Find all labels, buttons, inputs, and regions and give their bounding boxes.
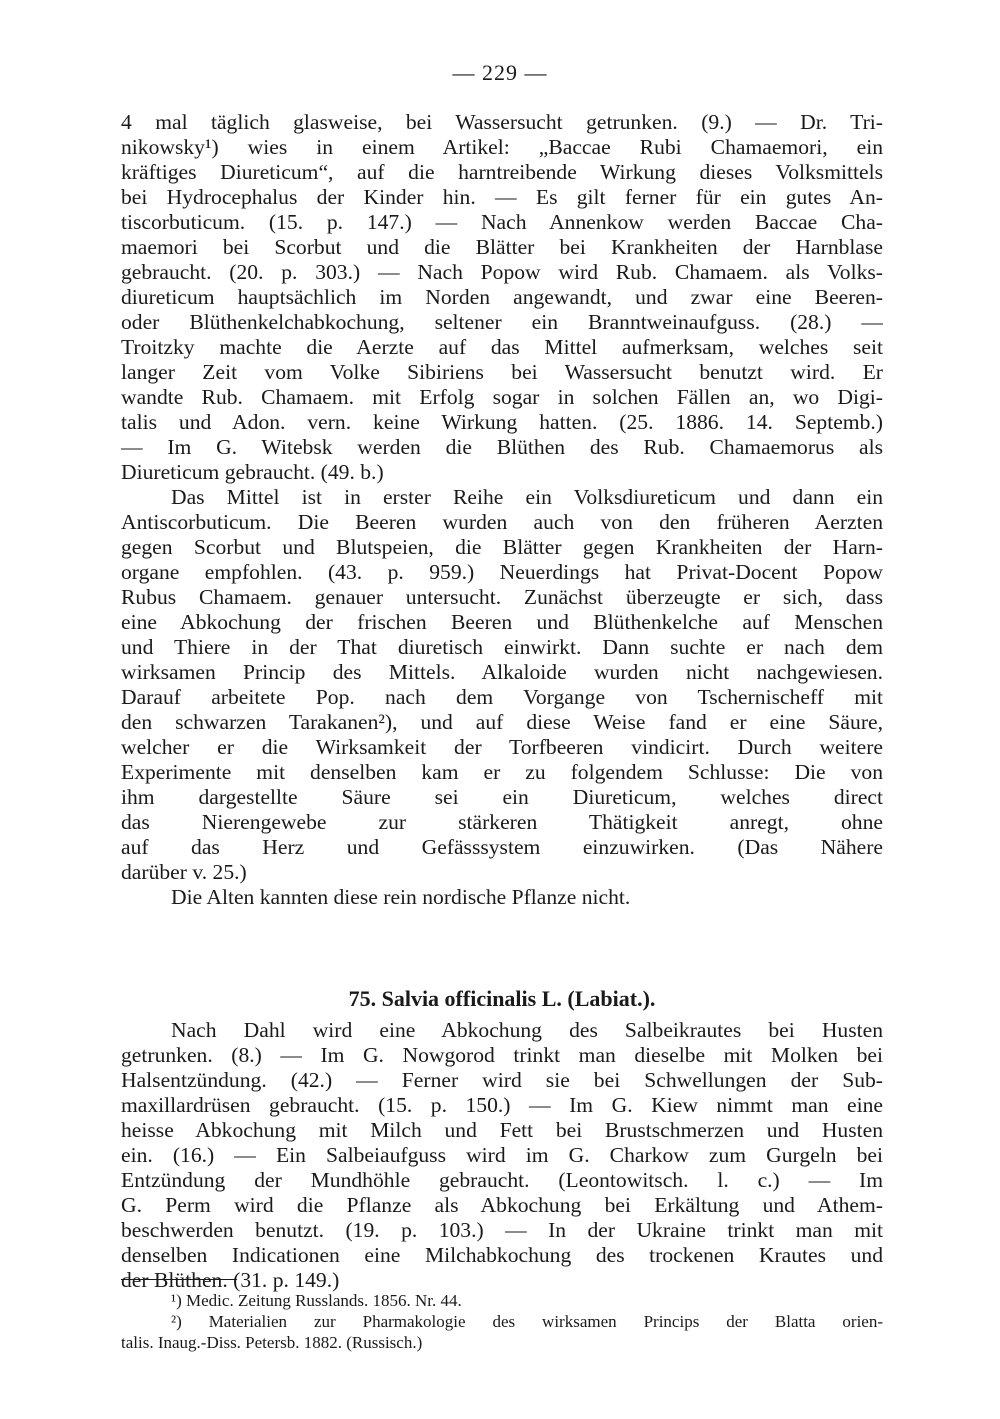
- section-rubus-chamaemorus: [121, 110, 883, 910]
- text-line: wirksamen Princip des Mittels. Alkaloide wurden nicht nachgewiesen.: [121, 660, 883, 684]
- text-line: Diureticum gebraucht. (49. b.): [121, 460, 384, 484]
- text-line: den schwarzen Tarakanen²), und auf diese Weise fand er eine Säure,: [121, 710, 883, 734]
- text-line: Entzündung der Mundhöhle gebraucht. (Leontowitsch. l. c.) — Im: [121, 1168, 883, 1192]
- text-line: heisse Abkochung mit Milch und Fett bei Brustschmerzen und Husten: [121, 1118, 883, 1142]
- text-line: diureticum hauptsächlich im Norden angewandt, und zwar eine Beeren-: [121, 285, 883, 309]
- text-line: welcher er die Wirksamkeit der Torfbeeren vindicirt. Durch weitere: [121, 735, 883, 759]
- footnote-line: talis. Inaug.-Diss. Petersb. 1882. (Russisch.): [121, 1333, 423, 1352]
- page-body: [121, 110, 883, 1293]
- footnote-line: ²) Materialien zur Pharmakologie des wirksamen Princips der Blatta orien-: [171, 1312, 883, 1331]
- text-line: langer Zeit vom Volke Sibiriens bei Wassersucht benutzt wird. Er: [121, 360, 883, 384]
- text-line: eine Abkochung der frischen Beeren und Blüthenkelche auf Menschen: [121, 610, 883, 634]
- text-line: ein. (16.) — Ein Salbeiaufguss wird im G. Charkow zum Gurgeln bei: [121, 1143, 883, 1167]
- text-line: Darauf arbeitete Pop. nach dem Vorgange von Tschernischeff mit: [121, 685, 883, 709]
- section-salvia-officinalis: [121, 984, 883, 1293]
- text-line: tiscorbuticum. (15. p. 147.) — Nach Annenkow werden Baccae Cha-: [121, 210, 883, 234]
- text-line: Nach Dahl wird eine Abkochung des Salbeikrautes bei Husten: [171, 1018, 883, 1042]
- text-line: Das Mittel ist in erster Reihe ein Volksdiureticum und dann ein: [171, 485, 883, 509]
- text-line: bei Hydrocephalus der Kinder hin. — Es gilt ferner für ein gutes An-: [121, 185, 883, 209]
- footnote-rule: [121, 1279, 237, 1280]
- text-line: G. Perm wird die Pflanze als Abkochung bei Erkältung und Athem-: [121, 1193, 883, 1217]
- text-line: Halsentzündung. (42.) — Ferner wird sie bei Schwellungen der Sub-: [121, 1068, 883, 1092]
- text-line: Rubus Chamaem. genauer untersucht. Zunächst überzeugte er sich, dass: [121, 585, 883, 609]
- text-line: denselben Indicationen eine Milchabkochung des trockenen Krautes und: [121, 1243, 883, 1267]
- text-line: beschwerden benutzt. (19. p. 103.) — In der Ukraine trinkt man mit: [121, 1218, 883, 1242]
- text-line: Die Alten kannten diese rein nordische Pflanze nicht.: [171, 885, 631, 909]
- text-line: 4 mal täglich glasweise, bei Wassersucht getrunken. (9.) — Dr. Tri-: [121, 110, 883, 134]
- page-number: — 229 —: [452, 60, 548, 85]
- text-line: oder Blüthenkelchabkochung, seltener ein Branntweinaufguss. (28.) —: [121, 310, 883, 334]
- text-line: organe empfohlen. (43. p. 959.) Neuerdings hat Privat-Docent Popow: [121, 560, 883, 584]
- text-line: das Nierengewebe zur stärkeren Thätigkeit anregt, ohne: [121, 810, 883, 834]
- text-line: ihm dargestellte Säure sei ein Diureticum, welches direct: [121, 785, 883, 809]
- text-line: der Blüthen. (31. p. 149.): [121, 1268, 340, 1292]
- text-line: Antiscorbuticum. Die Beeren wurden auch von den früheren Aerzten: [121, 510, 883, 534]
- text-line: getrunken. (8.) — Im G. Nowgorod trinkt man dieselbe mit Molken bei: [121, 1043, 883, 1067]
- text-line: talis und Adon. vern. keine Wirkung hatten. (25. 1886. 14. Septemb.): [121, 410, 883, 434]
- text-line: und Thiere in der That diuretisch einwirkt. Dann suchte er nach dem: [121, 635, 883, 659]
- text-line: nikowsky¹) wies in einem Artikel: „Baccae Rubi Chamaemori, ein: [121, 135, 883, 159]
- text-line: gebraucht. (20. p. 303.) — Nach Popow wird Rub. Chamaem. als Volks-: [121, 260, 883, 284]
- text-line: maxillardrüsen gebraucht. (15. p. 150.) — Im G. Kiew nimmt man eine: [121, 1093, 883, 1117]
- text-line: darüber v. 25.): [121, 860, 247, 884]
- text-line: gegen Scorbut und Blutspeien, die Blätter gegen Krankheiten der Harn-: [121, 535, 883, 559]
- footnote-line: ¹) Medic. Zeitung Russlands. 1856. Nr. 44.: [171, 1291, 462, 1310]
- text-line: kräftiges Diureticum“, auf die harntreibende Wirkung dieses Volksmittels: [121, 160, 883, 184]
- section-gap: [121, 910, 883, 984]
- text-line: wandte Rub. Chamaem. mit Erfolg sogar in solchen Fällen an, wo Digi-: [121, 385, 883, 409]
- footnotes: [121, 1290, 883, 1353]
- text-line: auf das Herz und Gefässsystem einzuwirken. (Das Nähere: [121, 835, 883, 859]
- text-line: Experimente mit denselben kam er zu folgendem Schlusse: Die von: [121, 760, 883, 784]
- text-line: — Im G. Witebsk werden die Blüthen des Rub. Chamaemorus als: [121, 435, 883, 459]
- text-line: Troitzky machte die Aerzte auf das Mittel aufmerksam, welches seit: [121, 335, 883, 359]
- section-heading: 75. Salvia officinalis L. (Labiat.).: [348, 986, 656, 1011]
- text-line: maemori bei Scorbut und die Blätter bei Krankheiten der Harnblase: [121, 235, 883, 259]
